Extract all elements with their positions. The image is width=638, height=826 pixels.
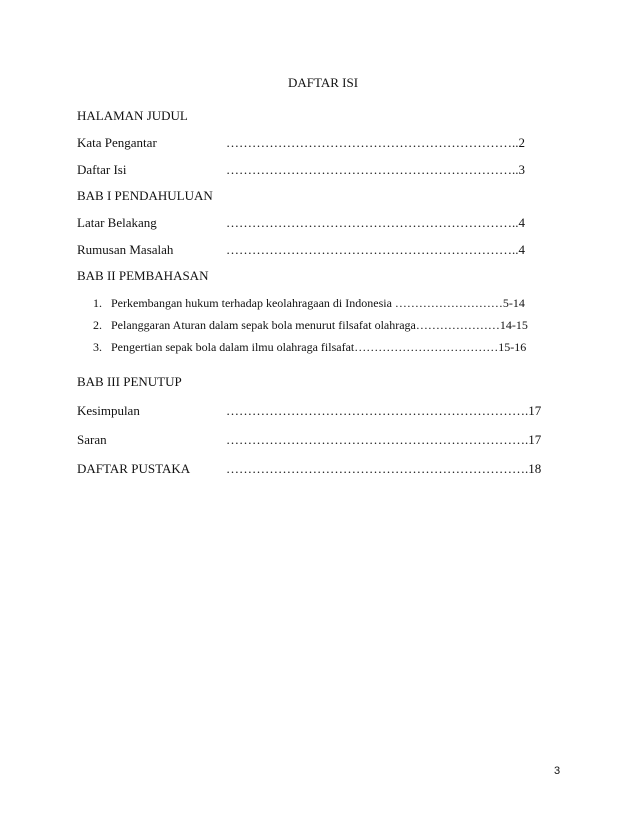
toc-label-kesimpulan: Kesimpulan (77, 403, 140, 418)
bab1-heading: BAB I PENDAHULUAN (77, 188, 213, 203)
toc-leader-rumusan-masalah: …………………………………………………………..4 (226, 242, 525, 257)
bab2-item-number: 3. (93, 340, 102, 354)
toc-label-daftar-pustaka: DAFTAR PUSTAKA (77, 461, 191, 476)
toc-leader-kata-pengantar: …………………………………………………………..2 (226, 135, 525, 150)
bab2-item-text: Pelanggaran Aturan dalam sepak bola menurut filsafat olahraga…………………14-15 (111, 318, 528, 332)
bab3-heading: BAB III PENUTUP (77, 374, 182, 389)
toc-leader-daftar-isi: …………………………………………………………..3 (226, 162, 525, 177)
toc-label-kata-pengantar: Kata Pengantar (77, 135, 157, 150)
toc-label-saran: Saran (77, 432, 107, 447)
toc-leader-latar-belakang: …………………………………………………………..4 (226, 215, 525, 230)
toc-label-daftar-isi: Daftar Isi (77, 162, 127, 177)
toc-label-latar-belakang: Latar Belakang (77, 215, 157, 230)
toc-leader-kesimpulan: …………………………………………………………….17 (226, 403, 542, 418)
page-title: DAFTAR ISI (287, 75, 359, 90)
bab2-heading: BAB II PEMBAHASAN (77, 268, 209, 283)
bab2-item-number: 2. (93, 318, 102, 332)
page-number: 3 (554, 765, 561, 777)
bab2-item-text: Pengertian sepak bola dalam ilmu olahraga filsafat………………………………15-16 (111, 340, 527, 354)
bab2-item-text: Perkembangan hukum terhadap keolahragaan di Indonesia ………………………5-14 (111, 296, 525, 310)
toc-label-rumusan-masalah: Rumusan Masalah (77, 242, 174, 257)
toc-leader-daftar-pustaka: …………………………………………………………….18 (226, 461, 542, 476)
halaman-judul-heading: HALAMAN JUDUL (77, 108, 188, 123)
toc-leader-saran: …………………………………………………………….17 (226, 432, 542, 447)
bab2-item-number: 1. (93, 296, 102, 310)
